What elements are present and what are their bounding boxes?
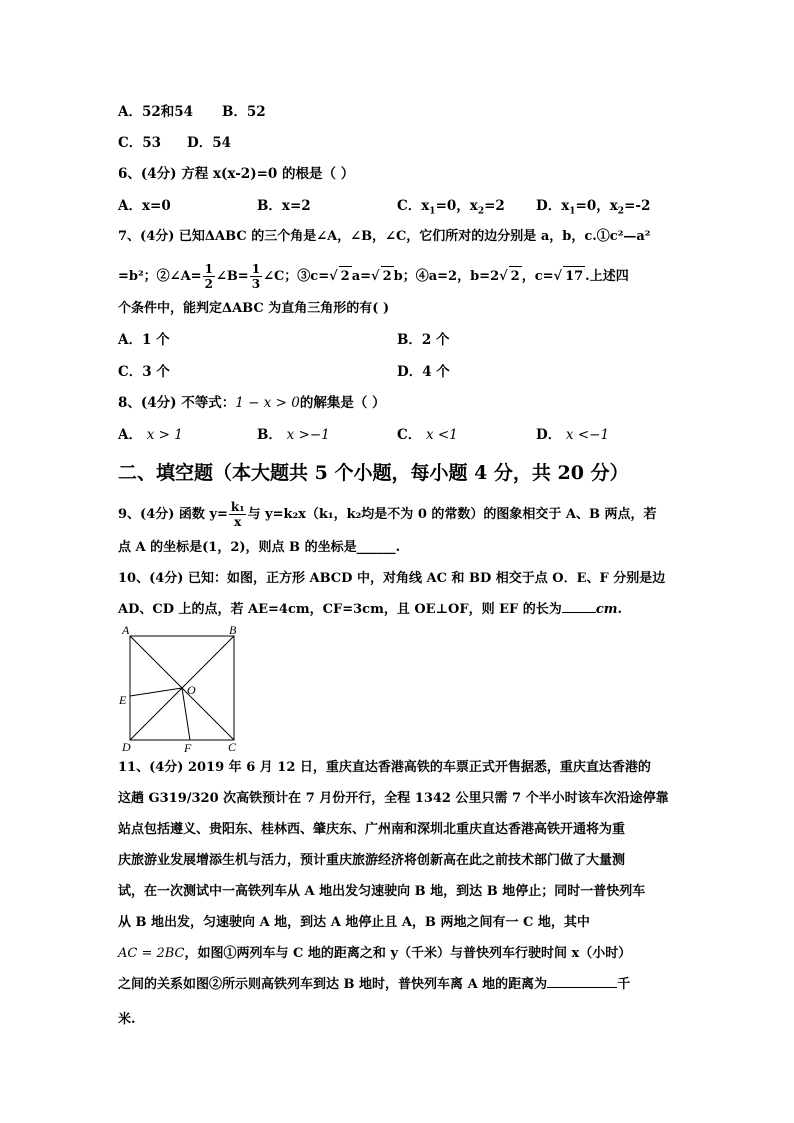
q8-option-b: B． x >−1 — [257, 427, 330, 443]
q7-option-a: A．1 个 — [118, 332, 170, 348]
q11-line-2: 这趟 G319/320 次高铁预计在 7 月份开行，全程 1342 公里只需 7 个半小时该车次沿途停靠 — [118, 791, 669, 806]
q8-stem: 8、(4分) 不等式：1 − x > 0的解集是（ ） — [118, 395, 386, 411]
q7-option-d: D．4 个 — [397, 364, 450, 380]
q11-line-4: 庆旅游业发展增添生机与活力，预计重庆旅游经济将创新高在此之前技术部门做了大量测 — [118, 853, 626, 868]
q6-option-d: D．$x_1=0$，$x_2=-2$ — [536, 198, 651, 217]
q7-line-2: =b²；②∠A= $\frac{1}{2}$ ∠B= $\frac{1}{3}$ ∠C；③c=√ 2 a=√ 2 b；④a=2，b=2√ 2 ，c=√ 17 .上述四 — [118, 262, 629, 291]
q5-option-c: C．53 — [118, 135, 162, 151]
q9-line-1: 9、(4分) 函数 y= $\frac{\text{k₁}}{x}$ 与 y=k₂x（k₁，k₂均是不为 0 的常数）的图象相交于 A、B 两点，若 — [118, 500, 657, 529]
section-2-heading: 二、填空题（本大题共 5 个小题，每小题 4 分，共 20 分） — [118, 462, 629, 484]
q5-option-d: D．54 — [187, 135, 231, 151]
q11-line-9: 米. — [118, 1012, 136, 1027]
label-a: A — [122, 623, 130, 637]
q7-fraction-half: $\frac{1}{2}$ — [204, 262, 213, 291]
q11-line-8: 之间的关系如图②所示则高铁列车到达 B 地时，普快列车离 A 地的距离为 千 — [118, 977, 631, 992]
q11-line-5: 试，在一次测试中一高铁列车从 A 地出发匀速驶向 B 地，到达 B 地停止；同时一普快列车 — [118, 884, 646, 899]
label-c: C — [228, 740, 237, 752]
q11-line-6: 从 B 地出发，匀速驶向 A 地，到达 A 地停止且 A，B 两地之间有一 C 地，其中 — [118, 915, 590, 930]
q8-option-c: C． x <1 — [397, 427, 458, 443]
q8-option-d: D． x <−1 — [536, 427, 610, 443]
q7-option-b: B．2 个 — [397, 332, 450, 348]
q7-option-c: C．3 个 — [118, 364, 170, 380]
label-b: B — [229, 623, 237, 637]
q6-option-a: A．x=0 — [118, 198, 171, 214]
q11-answer-blank — [547, 987, 617, 988]
q5-option-a: A．52和54 — [118, 104, 194, 120]
q11-line-1: 11、(4分) 2019 年 6 月 12 日，重庆直达香港高铁的车票正式开售据悉，重庆直达香港的 — [118, 760, 651, 775]
q11-line-3: 站点包括遵义、贵阳东、桂林西、肇庆东、广州南和深圳北重庆直达香港高铁开通将为重 — [118, 822, 626, 837]
q7-fraction-third: $\frac{1}{3}$ — [251, 262, 261, 291]
q6-option-c: C．$x_1=0$，$x_2=2$ — [397, 198, 505, 217]
label-e: E — [119, 693, 127, 707]
q11-line-7: AC = 2BC，如图①两列车与 C 地的距离之和 y（千米）与普快列车行驶时间 x（小时） — [118, 946, 632, 961]
q5-option-b: B．52 — [222, 104, 266, 120]
square-figure — [118, 622, 248, 752]
q10-line-2: AD、CD 上的点，若 AE=4cm，CF=3cm，且 OE⊥OF，则 EF 的长为 cm. — [118, 602, 623, 617]
label-f: F — [184, 741, 192, 752]
q10-line-1: 10、(4分) 已知：如图，正方形 ABCD 中，对角线 AC 和 BD 相交于点 O．E、F 分别是边 — [118, 571, 666, 586]
label-o: O — [187, 683, 196, 697]
q7-line-1: 7、(4分) 已知ΔABC 的三个角是∠A，∠B，∠C，它们所对的边分别是 a，b，c.①c²—a² — [118, 229, 651, 244]
q6-option-b: B．x=2 — [257, 198, 311, 214]
label-d: D — [122, 740, 131, 752]
q9-line-2: 点 A 的坐标是(1，2)，则点 B 的坐标是______. — [118, 540, 401, 555]
q8-option-a: A． x > 1 — [118, 427, 183, 443]
q10-answer-blank — [562, 612, 596, 613]
q7-line-3: 个条件中，能判定ΔABC 为直角三角形的有( ) — [118, 301, 390, 316]
q6-stem: 6、(4分) 方程 x(x-2)=0 的根是（ ） — [118, 166, 355, 182]
segment-oe — [130, 688, 182, 696]
q9-fraction: $\frac{\text{k₁}}{x}$ — [230, 500, 245, 529]
